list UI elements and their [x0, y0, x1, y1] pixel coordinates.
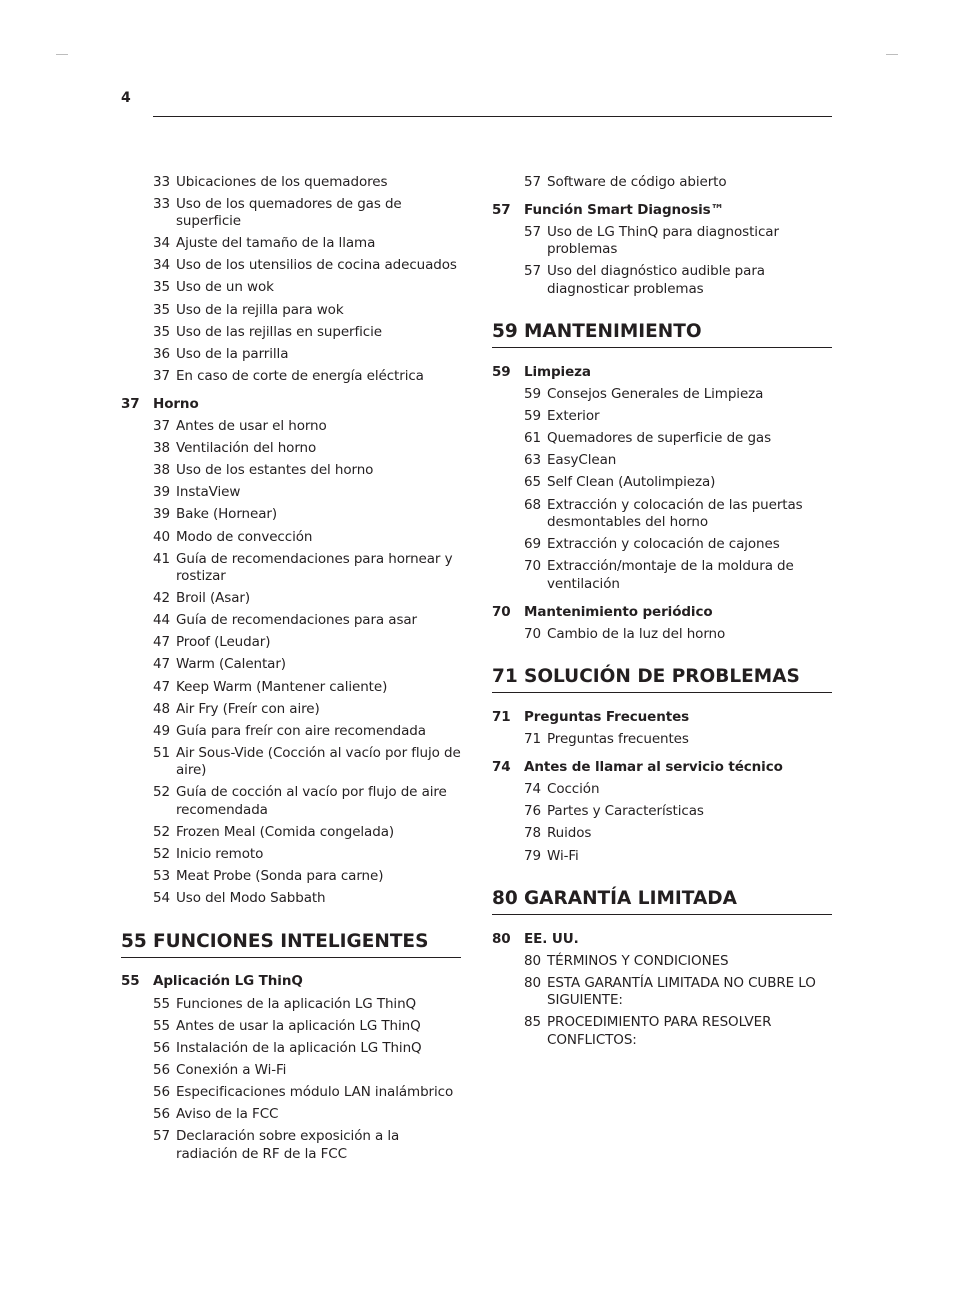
toc-entry-title: Preguntas frecuentes [547, 731, 689, 748]
toc-entry-title: Proof (Leudar) [176, 634, 271, 651]
toc-entry-title: Meat Probe (Sonda para carne) [176, 868, 384, 885]
toc-chapter-entry [492, 707, 832, 729]
toc-page-number: 44 [153, 612, 170, 629]
toc-entry-title: Inicio remoto [176, 846, 264, 863]
toc-entry [492, 1013, 832, 1053]
toc-entry-title: Antes de usar la aplicación LG ThinQ [176, 1017, 421, 1034]
toc-entry [121, 300, 461, 322]
toc-page-number: 76 [524, 803, 541, 820]
crop-mark-left [56, 54, 68, 55]
toc-entry-title: Warm (Calentar) [176, 656, 286, 673]
toc-page-number: 35 [153, 323, 170, 340]
toc-page-number: 33 [153, 173, 170, 190]
toc-entry-title: Antes de llamar al servicio técnico [524, 759, 783, 776]
toc-entry [121, 278, 461, 300]
toc-entry-title: PROCEDIMIENTO PARA RESOLVER CONFLICTOS: [547, 1014, 772, 1048]
toc-page-number: 37 [121, 395, 140, 412]
toc-page-number: 52 [153, 824, 170, 841]
toc-page-number: 56 [153, 1105, 170, 1122]
toc-entry [492, 951, 832, 973]
toc-entry-title: Wi-Fi [547, 847, 579, 864]
toc-page-number: 41 [153, 550, 170, 567]
toc-entry [121, 822, 461, 844]
toc-entry [121, 1104, 461, 1126]
toc-entry-title: Ruidos [547, 825, 592, 842]
toc-entry [492, 730, 832, 752]
toc-entry-title: Exterior [547, 408, 600, 425]
toc-entry-title: Aviso de la FCC [176, 1105, 279, 1122]
toc-page-number: 56 [153, 1061, 170, 1078]
toc-section-heading [492, 666, 832, 693]
toc-entry-title: Extracción/montaje de la moldura de ventilación [547, 558, 794, 592]
toc-entry-title: Quemadores de superficie de gas [547, 430, 772, 447]
toc-chapter-entry [121, 972, 461, 994]
toc-page-number: 74 [524, 781, 541, 798]
toc-entry-title: Guía de recomendaciones para asar [176, 612, 417, 629]
toc-page-number: 57 [524, 173, 541, 190]
toc-entry-title: Extracción y colocación de las puertas desmontables del horno [547, 496, 803, 531]
toc-page-number: 49 [153, 722, 170, 739]
toc-left-column [121, 172, 461, 1166]
toc-page-number: 55 [121, 973, 140, 990]
toc-entry [121, 845, 461, 867]
toc-page-number: 80 [492, 888, 518, 910]
toc-entry-title: Software de código abierto [547, 173, 727, 190]
toc-entry [121, 655, 461, 677]
toc-page-number: 57 [524, 263, 541, 280]
toc-entry-title: EE. UU. [524, 930, 579, 947]
toc-entry-title: Uso de los quemadores de gas de superficie [176, 195, 402, 230]
toc-entry [121, 194, 461, 234]
toc-entry [121, 322, 461, 344]
page-number: 4 [121, 90, 131, 106]
toc-entry-title: ESTA GARANTÍA LIMITADA NO CUBRE LO SIGUIENTE: [547, 974, 816, 1009]
toc-entry-title: Consejos Generales de Limpieza [547, 386, 764, 403]
toc-entry-title: Uso del diagnóstico audible para diagnosticar problemas [547, 263, 765, 297]
toc-entry-title: FUNCIONES INTELIGENTES [153, 930, 429, 952]
toc-entry [121, 527, 461, 549]
toc-entry [121, 439, 461, 461]
toc-entry-title: Guía de cocción al vacío por flujo de aire recomendada [176, 784, 447, 818]
toc-page-number: 36 [153, 345, 170, 362]
toc-page-number: 69 [524, 536, 541, 553]
toc-entry [121, 1060, 461, 1082]
toc-entry-title: GARANTÍA LIMITADA [524, 888, 737, 910]
toc-entry [492, 429, 832, 451]
toc-page-number: 52 [153, 846, 170, 863]
toc-entry-title: Uso de la parrilla [176, 345, 289, 362]
toc-entry-title: Broil (Asar) [176, 590, 250, 607]
toc-page-number: 59 [524, 386, 541, 403]
toc-page-number: 33 [153, 195, 170, 212]
toc-entry-title: TÉRMINOS Y CONDICIONES [547, 952, 729, 969]
toc-page-number: 47 [153, 678, 170, 695]
toc-entry-title: MANTENIMIENTO [524, 321, 702, 343]
toc-entry-title: Uso del Modo Sabbath [176, 890, 326, 907]
toc-entry-title: Self Clean (Autolimpieza) [547, 474, 716, 491]
toc-entry [121, 505, 461, 527]
toc-right-column [492, 172, 832, 1052]
toc-entry [121, 1126, 461, 1166]
toc-page-number: 57 [492, 201, 511, 218]
toc-entry-title: Cocción [547, 781, 600, 798]
toc-page-number: 80 [524, 952, 541, 969]
toc-page-number: 51 [153, 744, 170, 761]
toc-entry [492, 802, 832, 824]
toc-entry [492, 624, 832, 646]
toc-entry-title: Mantenimiento periódico [524, 603, 713, 620]
toc-page-number: 61 [524, 430, 541, 447]
toc-entry-title: Uso de la rejilla para wok [176, 301, 344, 318]
toc-entry [492, 535, 832, 557]
toc-section-heading [492, 321, 832, 348]
toc-page-number: 34 [153, 235, 170, 252]
toc-page-number: 39 [153, 506, 170, 523]
toc-page-number: 35 [153, 279, 170, 296]
toc-entry [492, 222, 832, 262]
toc-page-number: 55 [121, 930, 147, 952]
toc-page-number: 80 [492, 930, 511, 947]
toc-entry-title: Uso de los utensilios de cocina adecuados [176, 257, 457, 274]
toc-page-number: 47 [153, 656, 170, 673]
toc-entry [492, 473, 832, 495]
toc-chapter-entry [492, 362, 832, 384]
toc-chapter-entry [492, 602, 832, 624]
toc-entry-title: Guía para freír con aire recomendada [176, 722, 426, 739]
toc-page-number: 47 [153, 634, 170, 651]
toc-entry-title: Funciones de la aplicación LG ThinQ [176, 995, 417, 1012]
toc-entry-title: Ubicaciones de los quemadores [176, 173, 388, 190]
toc-entry [121, 483, 461, 505]
toc-page-number: 39 [153, 484, 170, 501]
toc-entry-title: Cambio de la luz del horno [547, 625, 726, 642]
toc-page-number: 63 [524, 452, 541, 469]
toc-page-number: 35 [153, 301, 170, 318]
toc-entry [121, 611, 461, 633]
toc-entry-title: Guía de recomendaciones para hornear y rostizar [176, 550, 453, 585]
toc-chapter-entry [492, 200, 832, 222]
toc-entry [121, 256, 461, 278]
toc-entry [121, 344, 461, 366]
toc-entry [121, 416, 461, 438]
toc-page-number: 59 [524, 408, 541, 425]
toc-entry-title: Air Sous-Vide (Cocción al vacío por flujo de aire) [176, 744, 461, 779]
toc-entry-title: Partes y Características [547, 803, 704, 820]
toc-entry-title: Extracción y colocación de cajones [547, 536, 780, 553]
toc-page-number: 53 [153, 868, 170, 885]
toc-entry-title: Ajuste del tamaño de la llama [176, 235, 376, 252]
toc-entry [121, 677, 461, 699]
toc-entry [492, 262, 832, 302]
toc-chapter-entry [492, 758, 832, 780]
toc-page-number: 80 [524, 974, 541, 991]
toc-page-number: 42 [153, 590, 170, 607]
toc-page-number: 38 [153, 462, 170, 479]
toc-entry-title: Bake (Hornear) [176, 506, 278, 523]
toc-entry-title: Conexión a Wi-Fi [176, 1061, 287, 1078]
toc-entry [121, 867, 461, 889]
toc-entry-title: En caso de corte de energía eléctrica [176, 367, 424, 384]
toc-page-number: 40 [153, 528, 170, 545]
toc-entry [121, 699, 461, 721]
toc-entry [121, 1082, 461, 1104]
toc-entry [121, 461, 461, 483]
toc-entry [492, 846, 832, 868]
toc-entry-title: Limpieza [524, 363, 591, 380]
toc-entry [121, 783, 461, 823]
toc-page-number: 78 [524, 825, 541, 842]
toc-entry [492, 824, 832, 846]
toc-entry-title: Función Smart Diagnosis™ [524, 201, 724, 218]
toc-entry-title: InstaView [176, 484, 241, 501]
toc-page-number: 74 [492, 759, 511, 776]
toc-entry [492, 407, 832, 429]
toc-page-number: 85 [524, 1014, 541, 1031]
toc-page-number: 52 [153, 784, 170, 801]
toc-entry [121, 1038, 461, 1060]
toc-entry [492, 451, 832, 473]
toc-entry [121, 743, 461, 783]
toc-page-number: 70 [524, 558, 541, 575]
toc-page-number: 34 [153, 257, 170, 274]
toc-entry-title: Aplicación LG ThinQ [153, 973, 303, 990]
toc-page-number: 68 [524, 496, 541, 513]
toc-entry [121, 234, 461, 256]
toc-entry [492, 384, 832, 406]
toc-section-heading [492, 888, 832, 915]
toc-entry [121, 589, 461, 611]
toc-chapter-entry [121, 394, 461, 416]
toc-page-number: 71 [492, 709, 511, 725]
toc-section-heading [121, 931, 461, 958]
toc-entry-title: Uso de los estantes del horno [176, 462, 374, 479]
toc-page-number: 65 [524, 474, 541, 491]
toc-entry-title: Uso de las rejillas en superficie [176, 323, 382, 340]
toc-page-number: 71 [524, 731, 541, 748]
toc-entry-title: Air Fry (Freír con aire) [176, 700, 320, 717]
toc-entry-title: Instalación de la aplicación LG ThinQ [176, 1039, 422, 1056]
toc-page-number: 59 [492, 321, 518, 343]
toc-entry [121, 366, 461, 388]
crop-mark-right [886, 54, 898, 55]
toc-entry [492, 557, 832, 597]
toc-page-number: 70 [524, 625, 541, 642]
toc-entry [492, 973, 832, 1013]
toc-page-number: 56 [153, 1039, 170, 1056]
toc-page-number: 38 [153, 440, 170, 457]
toc-page-number: 37 [153, 418, 170, 435]
toc-entry-title: Especificaciones módulo LAN inalámbrico [176, 1083, 454, 1100]
toc-page-number: 57 [153, 1128, 170, 1145]
toc-entry-title: EasyClean [547, 452, 617, 469]
toc-page-number: 70 [492, 603, 511, 620]
toc-entry [492, 495, 832, 535]
toc-chapter-entry [492, 929, 832, 951]
toc-entry-title: Antes de usar el horno [176, 418, 327, 435]
toc-entry-title: Uso de un wok [176, 279, 274, 296]
toc-entry [121, 994, 461, 1016]
toc-entry-title: Uso de LG ThinQ para diagnosticar problemas [547, 223, 779, 258]
toc-entry-title: Keep Warm (Mantener caliente) [176, 678, 388, 695]
toc-entry [121, 633, 461, 655]
toc-page-number: 59 [492, 363, 511, 380]
toc-entry [121, 889, 461, 911]
toc-entry-title: Frozen Meal (Comida congelada) [176, 824, 395, 841]
toc-page-number: 54 [153, 890, 170, 907]
toc-entry-title: Ventilación del horno [176, 440, 317, 457]
toc-entry [121, 172, 461, 194]
toc-page-number: 56 [153, 1083, 170, 1100]
toc-page-number: 37 [153, 367, 170, 384]
toc-entry [492, 172, 832, 194]
toc-entry [492, 780, 832, 802]
toc-page-number: 71 [492, 666, 518, 688]
toc-page-number: 79 [524, 847, 541, 864]
toc-page-number: 57 [524, 223, 541, 240]
toc-entry [121, 549, 461, 589]
toc-page-number: 55 [153, 995, 170, 1012]
toc-page-number: 55 [153, 1017, 170, 1034]
toc-entry [121, 1016, 461, 1038]
toc-entry-title: Declaración sobre exposición a la radiación de RF de la FCC [176, 1128, 400, 1162]
toc-entry-title: SOLUCIÓN DE PROBLEMAS [524, 666, 800, 688]
toc-entry-title: Modo de convección [176, 528, 313, 545]
toc-entry-title: Horno [153, 395, 199, 412]
toc-entry [121, 721, 461, 743]
header-rule [153, 116, 832, 117]
toc-page-number: 48 [153, 700, 170, 717]
toc-entry-title: Preguntas Frecuentes [524, 709, 690, 725]
